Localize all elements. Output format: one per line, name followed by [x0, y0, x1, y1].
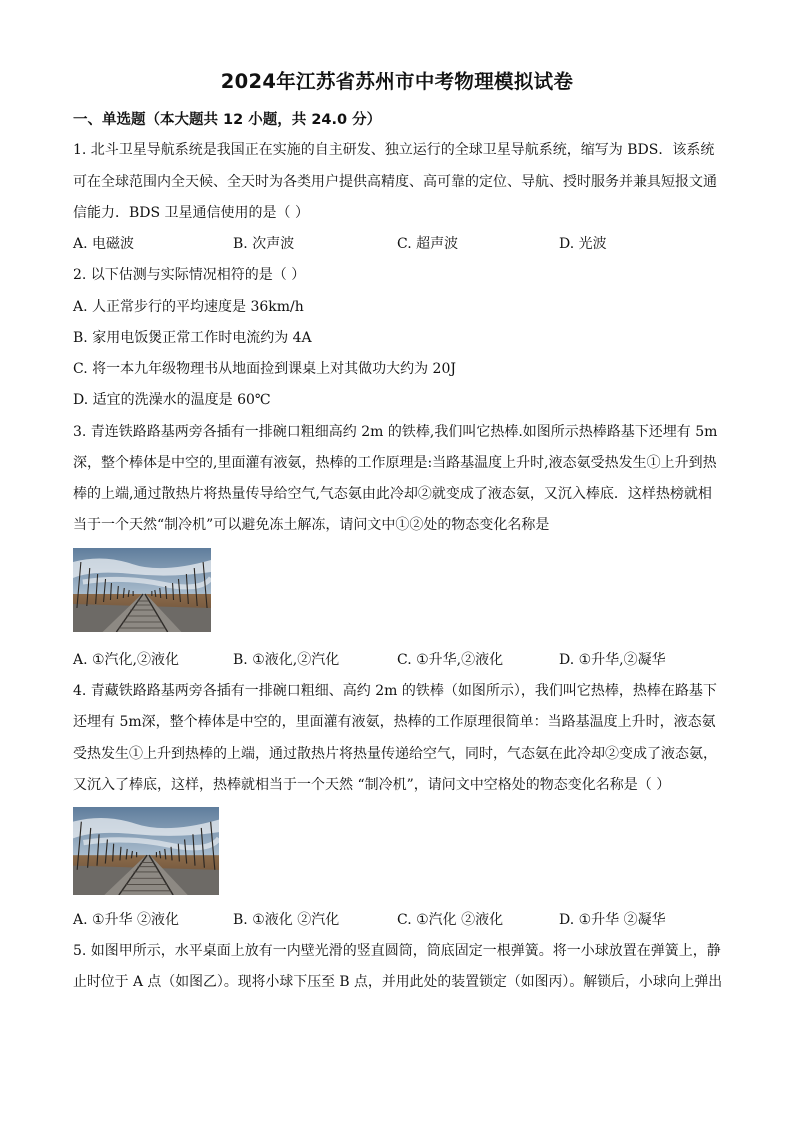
question-3-option-b[interactable]: B. ①液化,②汽化 [233, 652, 340, 668]
page-title: 2024年江苏省苏州市中考物理模拟试卷 [220, 70, 574, 93]
question-2-option-d[interactable]: D. 适宜的洗澡水的温度是 60℃ [73, 392, 271, 408]
question-3-line-4: 当于一个天然“制冷机”可以避免冻土解冻，请问文中①②处的物态变化名称是 [73, 517, 550, 533]
question-1-option-a[interactable]: A. 电磁波 [73, 236, 135, 252]
question-2-option-c[interactable]: C. 将一本九年级物理书从地面捡到课桌上对其做功大约为 20J [73, 361, 456, 377]
question-4-line-3: 受热发生①上升到热棒的上端，通过散热片将热量传递给空气，同时，气态氨在此冷却②变成了液态氨， [73, 746, 717, 762]
question-3-line-1: 3. 青连铁路路基两旁各插有一排碗口粗细高约 2m 的铁棒,我们叫它热棒.如图所示热棒路基下还埋有 5m [73, 424, 718, 440]
question-3-railway-photo [73, 548, 211, 632]
question-5-line-2: 止时位于 A 点（如图乙）。现将小球下压至 B 点，并用此处的装置锁定（如图丙）。解锁后，小球向上弹出 [73, 974, 723, 990]
question-2-line-1: 2. 以下估测与实际情况相符的是（ ） [73, 267, 306, 283]
question-4-option-d[interactable]: D. ①升华 ②凝华 [559, 912, 666, 928]
question-4-option-c[interactable]: C. ①汽化 ②液化 [397, 912, 504, 928]
question-3-line-2: 深，整个棒体是中空的,里面灌有液氨，热棒的工作原理是:当路基温度上升时,液态氨受热发生①上升到热 [73, 455, 717, 471]
question-4-option-a[interactable]: A. ①升华 ②液化 [73, 912, 180, 928]
question-1-option-d[interactable]: D. 光波 [559, 236, 607, 252]
question-1-option-c[interactable]: C. 超声波 [397, 236, 459, 252]
question-4-line-1: 4. 青藏铁路路基两旁各插有一排碗口粗细、高约 2m 的铁棒（如图所示），我们叫它热棒，热棒在路基下 [73, 683, 717, 699]
question-4-railway-photo [73, 807, 219, 895]
question-2-option-b[interactable]: B. 家用电饭煲正常工作时电流约为 4A [73, 330, 312, 346]
question-1-options [73, 234, 733, 254]
section-heading: 一、单选题（本大题共 12 小题，共 24.0 分） [73, 112, 382, 128]
question-2-option-a[interactable]: A. 人正常步行的平均速度是 36km/h [73, 299, 304, 315]
question-3-options [73, 650, 733, 670]
question-1-line-3: 信能力．BDS 卫星通信使用的是（ ） [73, 205, 310, 221]
question-1-option-b[interactable]: B. 次声波 [233, 236, 295, 252]
question-3-line-3: 棒的上端,通过散热片将热量传导给空气,气态氨由此冷却②就变成了液态氨，又沉入棒底．这样热榜就相 [73, 486, 712, 502]
question-1-line-2: 可在全球范围内全天候、全天时为各类用户提供高精度、高可靠的定位、导航、授时服务并兼具短报文通 [73, 174, 717, 190]
question-3-option-a[interactable]: A. ①汽化,②液化 [73, 652, 180, 668]
question-3-option-c[interactable]: C. ①升华,②液化 [397, 652, 504, 668]
question-4-line-4: 又沉入了棒底，这样，热棒就相当于一个天然 “制冷机”，请问文中空格处的物态变化名称是（ ） [73, 777, 671, 793]
question-4-line-2: 还埋有 5m深，整个棒体是中空的，里面灌有液氨，热棒的工作原理很简单：当路基温度上升时，液态氨 [73, 714, 716, 730]
question-5-line-1: 5. 如图甲所示，水平桌面上放有一内壁光滑的竖直圆筒，筒底固定一根弹簧。将一小球放置在弹簧上，静 [73, 943, 721, 959]
question-1-line-1: 1. 北斗卫星导航系统是我国正在实施的自主研发、独立运行的全球卫星导航系统，缩写为 BDS．该系统 [73, 142, 715, 158]
question-4-options [73, 910, 733, 930]
question-4-option-b[interactable]: B. ①液化 ②汽化 [233, 912, 340, 928]
question-3-option-d[interactable]: D. ①升华,②凝华 [559, 652, 666, 668]
